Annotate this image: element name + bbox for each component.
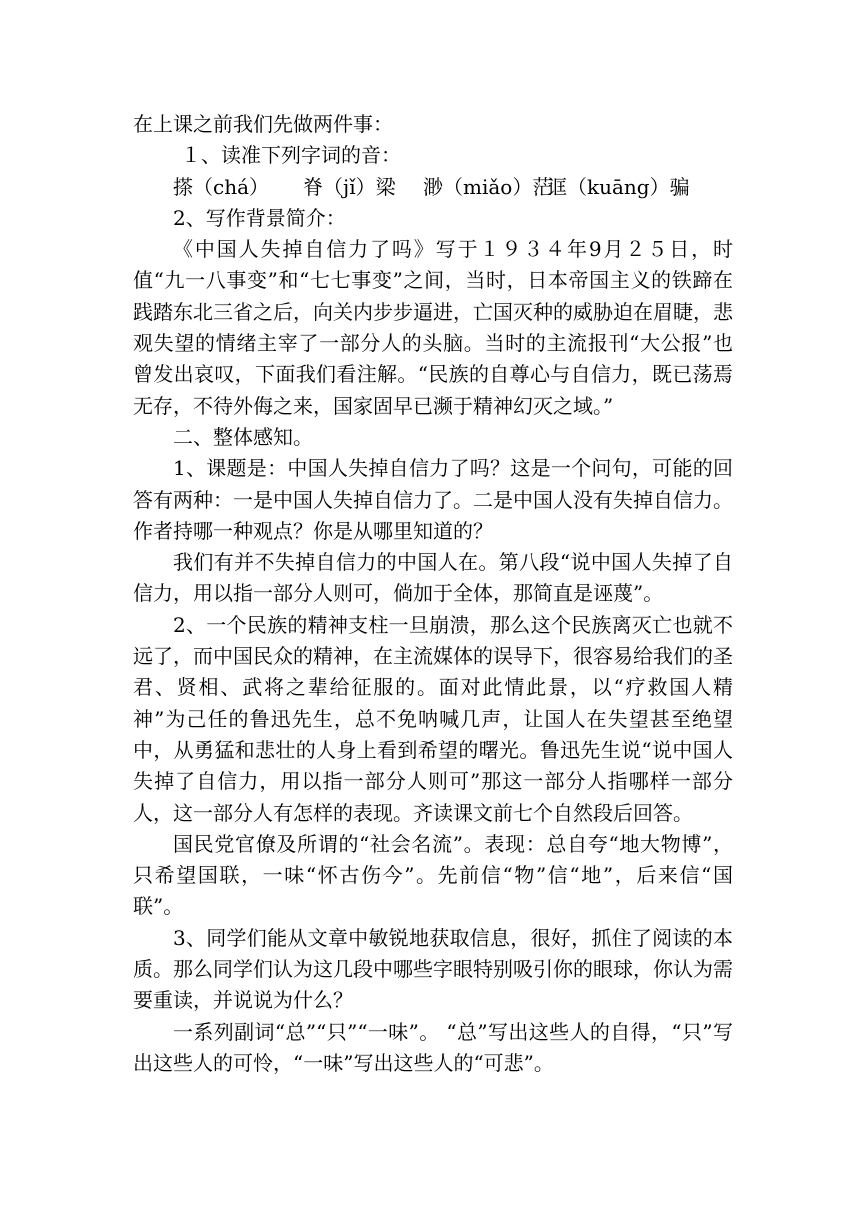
word-item: 诓（kuāng）骗 bbox=[547, 174, 690, 199]
point-2-paragraph: 2、一个民族的精神支柱一旦崩溃，那么这个民族离灭亡也就不远了，而中国民众的精神，在主流媒体的误导下，很容易给我们的圣君、贤相、武将之辈给征服的。面对此情此景，以“疗救国人精神”为己任的鲁迅先生，总不免呐喊几声，让国人在失望甚至绝望中，从勇猛和悲壮的人身上看到希望的曙光。鲁迅先生说“说中国人失掉了自信力，用以指一部分人则可”那这一部分人指哪样一部分人，这一部分人有怎样的表现。齐读课文前七个自然段后回答。 bbox=[133, 612, 733, 825]
word-item: 渺（miǎo）茫 bbox=[423, 174, 553, 199]
answer-1-paragraph: 我们有并不失掉自信力的中国人在。第八段“说中国人失掉了自信力，用以指一部分人则可，倘加于全体，那简直是诬蔑”。 bbox=[133, 550, 733, 606]
intro-line: 在上课之前我们先做两件事： bbox=[133, 112, 393, 136]
answer-3-paragraph: 一系列副词“总”“只”“一味”。 “总”写出这些人的自得，“只”写出这些人的可怜，“一味”写出这些人的“可悲”。 bbox=[133, 1019, 733, 1075]
point-1-paragraph: 1、课题是：中国人失掉自信力了吗？这是一个问句，可能的回答有两种：一是中国人失掉自信力了。二是中国人没有失掉自信力。作者持哪一种观点？你是从哪里知道的？ bbox=[133, 456, 733, 543]
word-item: 搽（chá） bbox=[173, 174, 270, 199]
point-3-paragraph: 3、同学们能从文章中敏锐地获取信息，很好，抓住了阅读的本质。那么同学们认为这几段中哪些字眼特别吸引你的眼球，你认为需要重读，并说说为什么？ bbox=[133, 925, 733, 1013]
task-1-heading: １、读准下列字词的音： bbox=[181, 143, 401, 168]
word-item: 脊（jǐ）梁 bbox=[303, 174, 396, 199]
pronunciation-word-list bbox=[133, 172, 733, 203]
background-paragraph: 《中国人失掉自信力了吗》写于１９３４年9月２５日，时值“九一八事变”和“七七事变”之间，当时，日本帝国主义的铁蹄在践踏东北三省之后，向关内步步逼进，亡国灭种的威胁迫在眉睫，悲观失望的情绪主宰了一部分人的头脑。当时的主流报刊“大公报”也曾发出哀叹，下面我们看注解。“民族的自尊心与自信力，既已荡焉无存，不待外侮之来，国家固早已濒于精神幻灭之域。” bbox=[133, 237, 733, 418]
task-2-heading: 2、写作背景简介： bbox=[173, 205, 346, 230]
document-body bbox=[133, 109, 733, 1079]
answer-2-paragraph: 国民党官僚及所谓的“社会名流”。表现：总自夸“地大物博”，只希望国联，一味“怀古伤今”。先前信“物”信“地”，后来信“国联”。 bbox=[133, 831, 733, 919]
section-2-heading: 二、整体感知。 bbox=[173, 424, 313, 449]
